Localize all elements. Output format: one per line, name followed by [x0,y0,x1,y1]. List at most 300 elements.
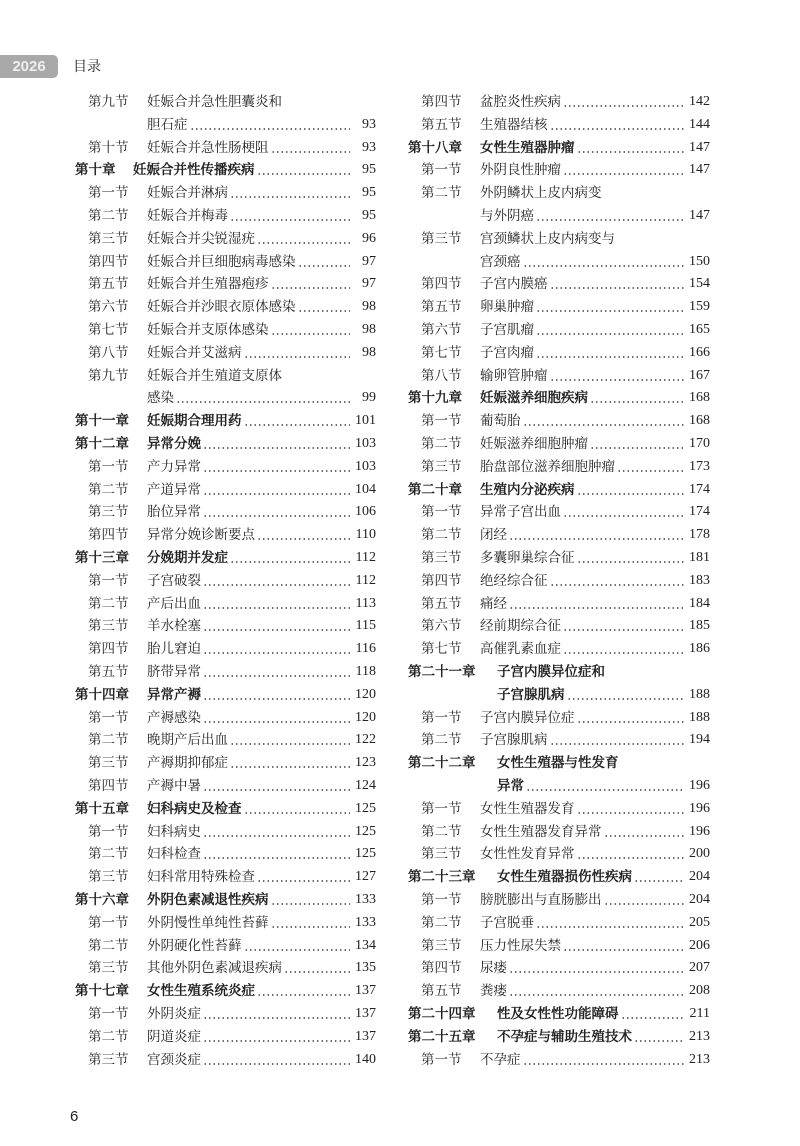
toc-entry-title: 女性生殖器损伤性疾病 [497,869,632,886]
dot-leader [550,365,685,388]
toc-section-entry[interactable] [75,843,376,866]
toc-entry-title: 产力异常 [147,458,201,475]
dot-leader [203,570,350,593]
dot-leader [563,159,684,182]
toc-section-entry[interactable] [75,296,376,319]
toc-section-entry[interactable] [75,570,376,593]
toc-entry-page: 97 [362,276,376,292]
toc-entry-label: 第十章 [75,162,116,179]
toc-entry-label: 第二节 [88,732,129,749]
toc-entry-page: 96 [362,230,376,246]
toc-section-entry[interactable] [408,615,710,638]
toc-entry-page: 101 [355,413,376,429]
toc-entry-page: 110 [355,527,376,543]
toc-entry-label: 第三节 [88,230,129,247]
toc-entry-page: 211 [689,1006,710,1021]
toc-entry-title: 外阴慢性单纯性苔藓 [147,914,269,931]
toc-section-entry[interactable] [75,91,376,114]
toc-entry-title: 子宫破裂 [147,572,201,589]
toc-entry-label: 第二十三章 [408,869,476,886]
toc-entry-page: 95 [362,208,376,223]
toc-section-entry[interactable] [408,456,710,479]
toc-entry-page: 125 [355,846,376,862]
dot-leader [257,159,351,182]
toc-entry-title: 羊水栓塞 [147,618,201,635]
toc-entry-page: 123 [355,755,376,771]
toc-chapter-entry[interactable] [408,1003,710,1026]
toc-entry-title: 女性生殖器发育 [480,800,575,817]
toc-section-entry[interactable] [75,752,376,775]
toc-entry-page: 124 [355,778,376,793]
toc-entry-page: 95 [362,162,376,178]
dot-leader [509,980,684,1003]
toc-entry-title: 性及女性性功能障碍 [497,1006,619,1022]
toc-section-entry[interactable] [408,912,710,935]
toc-entry-page: 147 [689,208,710,223]
toc-entry-page: 204 [689,892,710,907]
toc-chapter-entry[interactable] [75,798,376,821]
toc-entry-title: 外阴良性肿瘤 [480,162,561,179]
toc-section-entry[interactable] [75,729,376,752]
dot-leader [271,319,351,342]
toc-entry-title: 产后出血 [147,595,201,612]
toc-entry-page: 125 [355,800,376,816]
dot-leader [634,866,684,889]
dot-leader [203,775,350,798]
dot-leader [257,866,350,889]
dot-leader [257,980,350,1003]
toc-entry-label: 第四节 [421,960,462,977]
toc-entry-label: 第十四章 [75,686,129,703]
toc-chapter-entry[interactable] [75,684,376,707]
toc-section-entry[interactable] [408,707,710,730]
toc-entry-label: 第四节 [421,276,462,293]
toc-entry-label: 第一节 [88,458,129,475]
toc-entry-title: 异常分娩 [147,436,201,452]
toc-entry-label: 第三节 [88,618,129,635]
toc-entry-label: 第三节 [421,458,462,475]
running-header-title: 目录 [73,59,101,75]
dot-leader [203,433,350,456]
toc-entry-label: 第二节 [421,732,462,749]
toc-section-entry[interactable] [75,501,376,524]
toc-entry-title: 晚期产后出血 [147,732,228,749]
toc-entry-label: 第九节 [88,94,129,110]
year-badge: 2026 [0,55,58,78]
toc-entry-title: 胎盘部位滋养细胞肿瘤 [480,458,615,475]
toc-entry-page: 116 [355,641,376,657]
toc-entry-title: 子宫肉瘤 [480,344,534,361]
toc-entry-label: 第一节 [88,185,129,202]
toc-entry-page: 125 [355,823,376,839]
dot-leader [577,843,685,866]
toc-section-entry[interactable] [75,319,376,342]
toc-section-entry[interactable] [408,547,710,570]
toc-entry-page: 213 [689,1028,710,1044]
toc-chapter-entry[interactable] [75,547,376,570]
toc-chapter-entry[interactable] [75,410,376,433]
toc-entry-title: 产道异常 [147,481,201,498]
toc-section-entry[interactable] [75,638,376,661]
toc-entry-label: 第四节 [421,572,462,589]
toc-entry-title: 脐带异常 [147,664,201,680]
toc-section-entry[interactable] [408,182,710,205]
dot-leader [509,957,684,980]
toc-entry-label: 第十七章 [75,983,129,1000]
toc-entry-title: 压力性尿失禁 [480,937,561,954]
toc-entry-label: 第三节 [421,846,462,863]
toc-entry-label: 第五节 [88,276,129,293]
toc-entry-page: 181 [689,550,710,565]
toc-entry-page: 166 [689,344,710,360]
toc-entry-continuation[interactable] [75,114,376,137]
toc-section-entry[interactable] [75,593,376,616]
toc-section-entry[interactable] [75,137,376,160]
dot-leader [590,387,684,410]
toc-section-entry[interactable] [408,296,710,319]
dot-leader [604,821,685,844]
dot-leader [604,889,685,912]
toc-entry-title: 妇科病史 [147,823,201,840]
dot-leader [230,752,350,775]
toc-section-entry[interactable] [408,433,710,456]
dot-leader [190,114,351,137]
toc-entry-title: 妊娠合并沙眼衣原体感染 [147,299,296,316]
toc-entry-title: 妊娠滋养细胞疾病 [480,390,588,407]
toc-entry-title: 妊娠合并淋病 [147,185,228,202]
toc-section-entry[interactable] [408,957,710,980]
toc-entry-title: 产褥中暑 [147,778,201,794]
toc-entry-page: 134 [355,937,376,953]
toc-entry-title: 感染 [147,390,174,407]
toc-section-entry[interactable] [408,798,710,821]
dot-leader [550,570,685,593]
toc-chapter-entry[interactable] [75,889,376,912]
toc-entry-title: 宫颈炎症 [147,1051,201,1068]
toc-section-entry[interactable] [408,501,710,524]
toc-entry-label: 第十五章 [75,800,129,817]
toc-section-entry[interactable] [408,570,710,593]
toc-section-entry[interactable] [75,524,376,547]
toc-section-entry[interactable] [75,342,376,365]
toc-section-entry[interactable] [75,775,376,798]
toc-entry-label: 第八节 [88,344,129,361]
toc-chapter-entry[interactable] [75,159,376,182]
toc-section-entry[interactable] [408,980,710,1003]
toc-entry-page: 112 [355,572,376,588]
toc-entry-title: 外阴硬化性苔藓 [147,937,242,954]
toc-entry-title: 胎儿窘迫 [147,641,201,658]
toc-entry-page: 98 [362,299,376,315]
toc-entry-title: 子宫腺肌病 [497,686,565,703]
toc-entry-title: 子宫内膜癌 [480,276,548,293]
dot-leader [203,615,350,638]
toc-entry-title: 尿瘘 [480,960,507,977]
toc-entry-label: 第二十四章 [408,1006,476,1022]
toc-entry-page: 98 [362,344,376,360]
toc-entry-page: 186 [689,641,710,657]
toc-entry-label: 第五节 [421,299,462,316]
toc-entry-title: 绝经综合征 [480,572,548,589]
toc-section-entry[interactable] [408,342,710,365]
toc-section-entry[interactable] [75,251,376,274]
toc-entry-label: 第二节 [88,208,129,224]
toc-section-entry[interactable] [408,593,710,616]
toc-section-entry[interactable] [75,456,376,479]
dot-leader [621,1003,685,1026]
toc-entry-continuation[interactable] [408,775,710,798]
toc-section-entry[interactable] [408,1049,710,1072]
toc-entry-label: 第二节 [421,914,462,931]
toc-entry-label: 第二节 [421,185,462,202]
dot-leader [523,251,685,274]
dot-leader [230,205,350,228]
dot-leader [550,729,685,752]
toc-entry-label: 第二十二章 [408,755,476,772]
toc-entry-title: 高催乳素血症 [480,641,561,658]
toc-entry-page: 106 [355,504,376,520]
toc-entry-page: 98 [362,322,376,337]
toc-entry-label: 第八节 [421,367,462,384]
toc-entry-label: 第一节 [88,914,129,931]
toc-entry-label: 第一节 [421,504,462,521]
toc-entry-title: 生殖内分泌疾病 [480,481,575,498]
toc-entry-page: 188 [689,709,710,725]
toc-chapter-entry[interactable] [408,661,710,684]
toc-entry-label: 第十九章 [408,390,462,407]
toc-entry-continuation[interactable] [408,251,710,274]
dot-leader [617,456,684,479]
toc-entry-title: 妇科常用特殊检查 [147,869,255,886]
toc-entry-page: 103 [355,458,376,474]
toc-entry-title: 妊娠合并艾滋病 [147,344,242,361]
toc-entry-label: 第二节 [88,481,129,498]
toc-section-entry[interactable] [408,114,710,137]
dot-leader [257,228,350,251]
toc-entry-page: 174 [689,481,710,497]
toc-section-entry[interactable] [75,1049,376,1072]
toc-entry-page: 168 [689,413,710,429]
toc-section-entry[interactable] [408,638,710,661]
toc-section-entry[interactable] [75,228,376,251]
toc-entry-title: 女性生殖器发育异常 [480,823,602,840]
toc-section-entry[interactable] [408,889,710,912]
toc-entry-title: 异常 [497,778,524,794]
toc-section-entry[interactable] [408,91,710,114]
toc-entry-label: 第二节 [88,595,129,612]
toc-entry-label: 第五节 [421,595,462,612]
toc-chapter-entry[interactable] [408,752,710,775]
toc-entry-title: 与外阴癌 [480,208,534,224]
dot-leader [577,547,685,570]
toc-section-entry[interactable] [75,866,376,889]
dot-leader [590,433,684,456]
toc-entry-title: 女性生殖器与性发育 [497,755,619,772]
toc-entry-label: 第二十章 [408,481,462,498]
toc-chapter-entry[interactable] [408,387,710,410]
toc-section-entry[interactable] [408,821,710,844]
page-number: 6 [70,1108,79,1125]
toc-entry-label: 第一节 [421,800,462,817]
toc-entry-label: 第三节 [88,1051,129,1068]
dot-leader [203,1049,350,1072]
toc-section-entry[interactable] [75,1003,376,1026]
toc-entry-title: 异常子宫出血 [480,504,561,521]
toc-section-entry[interactable] [75,707,376,730]
toc-entry-title: 多囊卵巢综合征 [480,550,575,566]
toc-entry-title: 外阴鳞状上皮内病变 [480,185,602,202]
toc-section-entry[interactable] [75,205,376,228]
toc-entry-title: 胆石症 [147,116,188,133]
toc-entry-label: 第二节 [421,823,462,840]
dot-leader [536,319,684,342]
dot-leader [203,479,350,502]
toc-entry-label: 第一节 [88,572,129,589]
toc-entry-continuation[interactable] [408,684,710,707]
toc-section-entry[interactable] [75,615,376,638]
toc-entry-title: 不孕症与辅助生殖技术 [497,1028,632,1045]
toc-section-entry[interactable] [408,410,710,433]
toc-entry-page: 185 [689,618,710,634]
toc-entry-page: 99 [362,390,376,406]
toc-chapter-entry[interactable] [75,433,376,456]
toc-entry-label: 第十八章 [408,139,462,156]
dot-leader [203,843,350,866]
toc-section-entry[interactable] [75,935,376,958]
toc-entry-title: 痛经 [480,595,507,612]
toc-entry-label: 第二节 [88,846,129,863]
toc-entry-label: 第一节 [88,709,129,726]
dot-leader [509,593,684,616]
toc-entry-title: 妊娠期合理用药 [147,413,242,430]
toc-entry-label: 第五节 [421,116,462,133]
toc-entry-title: 盆腔炎性疾病 [480,94,561,110]
dot-leader [271,889,351,912]
toc-entry-label: 第二节 [88,937,129,954]
toc-section-entry[interactable] [408,319,710,342]
toc-entry-title: 葡萄胎 [480,413,521,430]
toc-entry-page: 178 [689,527,710,543]
toc-section-entry[interactable] [75,182,376,205]
dot-leader [203,1026,350,1049]
dot-leader [230,729,350,752]
toc-section-entry[interactable] [75,479,376,502]
toc-chapter-entry[interactable] [408,866,710,889]
toc-section-entry[interactable] [408,729,710,752]
toc-entry-label: 第九节 [88,367,129,384]
toc-entry-page: 170 [689,436,710,451]
toc-entry-title: 产褥感染 [147,709,201,726]
toc-chapter-entry[interactable] [75,980,376,1003]
toc-entry-page: 133 [355,914,376,930]
toc-section-entry[interactable] [408,843,710,866]
toc-entry-label: 第五节 [88,664,129,680]
toc-entry-page: 135 [355,960,376,976]
toc-entry-label: 第一节 [421,709,462,726]
dot-leader [203,1003,350,1026]
toc-entry-title: 异常产褥 [147,686,201,703]
toc-entry-label: 第十三章 [75,550,129,566]
toc-section-entry[interactable] [75,821,376,844]
toc-entry-label: 第五节 [421,983,462,1000]
toc-entry-label: 第一节 [421,892,462,908]
toc-entry-title: 子宫内膜异位症和 [497,664,605,680]
toc-chapter-entry[interactable] [408,137,710,160]
toc-entry-label: 第三节 [421,230,462,247]
toc-entry-page: 194 [689,732,710,748]
dot-leader [244,342,351,365]
dot-leader [536,342,684,365]
toc-entry-page: 183 [689,572,710,588]
toc-section-entry[interactable] [408,524,710,547]
toc-entry-page: 165 [689,322,710,337]
toc-entry-continuation[interactable] [408,205,710,228]
toc-entry-continuation[interactable] [75,387,376,410]
toc-entry-title: 外阴炎症 [147,1006,201,1022]
toc-entry-page: 112 [355,550,376,565]
toc-entry-label: 第四节 [421,94,462,110]
toc-entry-page: 173 [689,458,710,474]
toc-chapter-entry[interactable] [408,479,710,502]
toc-section-entry[interactable] [75,1026,376,1049]
toc-section-entry[interactable] [408,159,710,182]
toc-entry-title: 胎位异常 [147,504,201,521]
dot-leader [244,410,351,433]
toc-section-entry[interactable] [408,935,710,958]
dot-leader [550,114,685,137]
toc-section-entry[interactable] [408,228,710,251]
dot-leader [271,912,351,935]
toc-section-entry[interactable] [75,365,376,388]
toc-entry-page: 137 [355,1006,376,1021]
dot-leader [203,707,350,730]
dot-leader [523,410,685,433]
toc-entry-title: 膀胱膨出与直肠膨出 [480,892,602,908]
toc-section-entry[interactable] [408,365,710,388]
dot-leader [257,524,350,547]
toc-entry-title: 粪瘘 [480,983,507,1000]
toc-entry-label: 第一节 [88,1006,129,1022]
toc-chapter-entry[interactable] [408,1026,710,1049]
toc-section-entry[interactable] [75,661,376,684]
toc-entry-title: 产褥期抑郁症 [147,755,228,772]
dot-leader [203,638,350,661]
toc-entry-label: 第三节 [88,504,129,521]
toc-entry-page: 204 [689,869,710,885]
dot-leader [634,1026,684,1049]
toc-entry-label: 第四节 [88,641,129,658]
toc-entry-title: 妊娠合并梅毒 [147,208,228,224]
toc-section-entry[interactable] [408,273,710,296]
dot-leader [550,273,685,296]
toc-entry-title: 经前期综合征 [480,618,561,635]
toc-entry-page: 154 [689,276,710,292]
toc-entry-label: 第三节 [421,550,462,566]
toc-entry-label: 第二节 [421,436,462,452]
dot-leader [284,957,350,980]
toc-entry-label: 第十二章 [75,436,129,452]
toc-entry-title: 宫颈癌 [480,253,521,270]
toc-entry-page: 174 [689,504,710,520]
toc-section-entry[interactable] [75,912,376,935]
toc-entry-page: 205 [689,914,710,930]
toc-entry-page: 93 [362,139,376,155]
toc-entry-title: 妊娠合并巨细胞病毒感染 [147,253,296,270]
toc-section-entry[interactable] [75,957,376,980]
toc-section-entry[interactable] [75,273,376,296]
toc-entry-page: 103 [355,436,376,451]
toc-entry-label: 第二节 [421,527,462,544]
